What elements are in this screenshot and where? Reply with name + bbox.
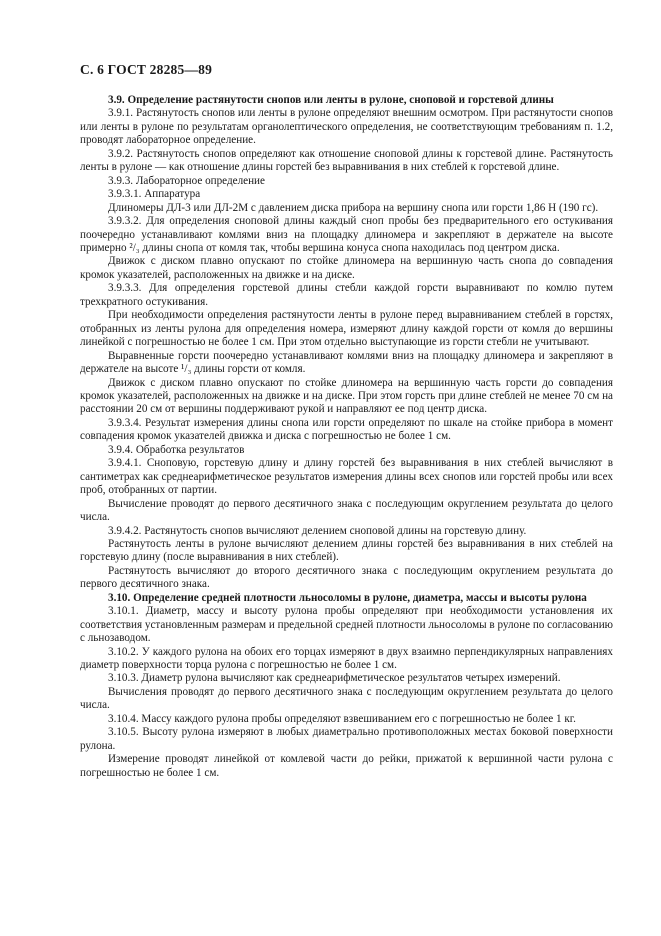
- paragraph: 3.9.4. Обработка результатов: [108, 443, 245, 456]
- paragraph: 3.10.4. Массу каждого рулона пробы определяют взвешиванием его с погрешностью не более 1 кг.: [108, 712, 576, 725]
- paragraph: 3.9.2. Растянутость снопов определяют как отношение сноповой длины к горстевой длине. Растянутость ленты в рулоне — как отношение длины горстей без выравнивания в них стеблей к горстевой длине.: [80, 147, 613, 174]
- paragraph: Выравненные горсти поочередно устанавливают комлями вниз на площадку длиномера и закрепляют в держателе на высоте ¹/₃ длины горсти от комля.: [80, 349, 613, 376]
- paragraph: Движок с диском плавно опускают по стойке длиномера на вершинную часть снопа до совпадения кромок указателей, расположенных на движке и на диске.: [80, 255, 613, 281]
- page-header: С. 6 ГОСТ 28285—89: [80, 62, 213, 77]
- paragraph: 3.9.3.4. Результат измерения длины снопа или горсти определяют по шкале на стойке прибора в момент совпадения кромок указателей движка и диска с погрешностью не более 1 см.: [80, 416, 613, 443]
- paragraph: 3.10.5. Высоту рулона измеряют в любых диаметрально противоположных местах боковой поверхности рулона.: [80, 726, 613, 752]
- paragraph: Движок с диском плавно опускают по стойке длиномера на вершинную часть горсти до совпадения кромок указателей, расположенных на движке и на диске. При этом горсть при длине стеблей не менее 70 см на расстоянии 20 см от вершины поддерживают рукой и направляют ее под центр диска.: [80, 376, 613, 416]
- paragraph: 3.9.3.1. Аппаратура: [108, 188, 201, 201]
- paragraph: Растянутость ленты в рулоне вычисляют делением длины горстей без выравнивания в них стеблей на горстевую длину (после выравнивания в них стеблей).: [80, 537, 613, 564]
- document-body: [80, 94, 613, 780]
- paragraph: Измерение проводят линейкой от комлевой части до рейки, прижатой к вершинной части рулона с погрешностью не более 1 см.: [80, 753, 613, 779]
- paragraph: 3.10.3. Диаметр рулона вычисляют как среднеарифметическое результатов четырех измерений.: [108, 672, 561, 685]
- paragraph: Вычисления проводят до первого десятичного знака с последующим округлением результата до целого числа.: [80, 685, 613, 712]
- paragraph: 3.9.3. Лабораторное определение: [108, 174, 265, 187]
- paragraph: Длиномеры ДЛ-3 или ДЛ-2М с давлением диска прибора на вершину снопа или горсти 1,86 Н (190 гс).: [108, 201, 599, 214]
- section-heading: 3.10. Определение средней плотности льносоломы в рулоне, диаметра, массы и высоты рулона: [108, 591, 587, 604]
- paragraph: 3.9.3.2. Для определения сноповой длины каждый сноп пробы без предварительного его остукивания поочередно устанавливают комлями вниз на площадку длиномера и закрепляют в держателе на высоте примерно ²/₃ длины снопа от комля так, чтобы вершина конуса снопа находилась под центром диска.: [80, 215, 613, 254]
- paragraph: 3.9.4.1. Сноповую, горстевую длину и длину горстей без выравнивания в них стеблей вычисляют в сантиметрах как среднеарифметическое результатов измерения длины всех снопов или горстей пробы или всех проб, отобранных от партии.: [80, 457, 613, 497]
- paragraph: 3.9.1. Растянутость снопов или ленты в рулоне определяют внешним осмотром. При растянутости снопов или ленты в рулоне по результатам органолептического определения, не соответствующим требованиям п. 1.2, проводят лабораторное определение.: [80, 107, 613, 147]
- paragraph: Вычисление проводят до первого десятичного знака с последующим округлением результата до целого числа.: [80, 497, 613, 524]
- paragraph: 3.9.4.2. Растянутость снопов вычисляют делением сноповой длины на горстевую длину.: [108, 524, 527, 537]
- paragraph: При необходимости определения растянутости ленты в рулоне перед выравниванием стеблей в горстях, отобранных из ленты рулона для определения номера, измеряют длину каждой горсти от комля до вершины линейкой с погрешностью не более 1 см. При этом отдельно выступающие из горсти стебли не учитывают.: [80, 309, 613, 349]
- paragraph: 3.9.3.3. Для определения горстевой длины стебли каждой горсти выравнивают по комлю путем трехкратного остукивания.: [80, 282, 613, 308]
- paragraph: 3.10.1. Диаметр, массу и высоту рулона пробы определяют при необходимости установления их соответствия установленным размерам и предельной средней плотности льносоломы в рулоне по согласованию с льнозаводом.: [80, 605, 613, 645]
- section-heading: 3.9. Определение растянутости снопов или ленты в рулоне, сноповой и горстевой длины: [108, 94, 554, 106]
- paragraph: Растянутость вычисляют до второго десятичного знака с последующим округлением результата до первого десятичного знака.: [80, 564, 613, 591]
- paragraph: 3.10.2. У каждого рулона на обоих его торцах измеряют в двух взаимно перпендикулярных направлениях диаметр поверхности торца рулона с погрешностью не более 1 см.: [80, 645, 613, 672]
